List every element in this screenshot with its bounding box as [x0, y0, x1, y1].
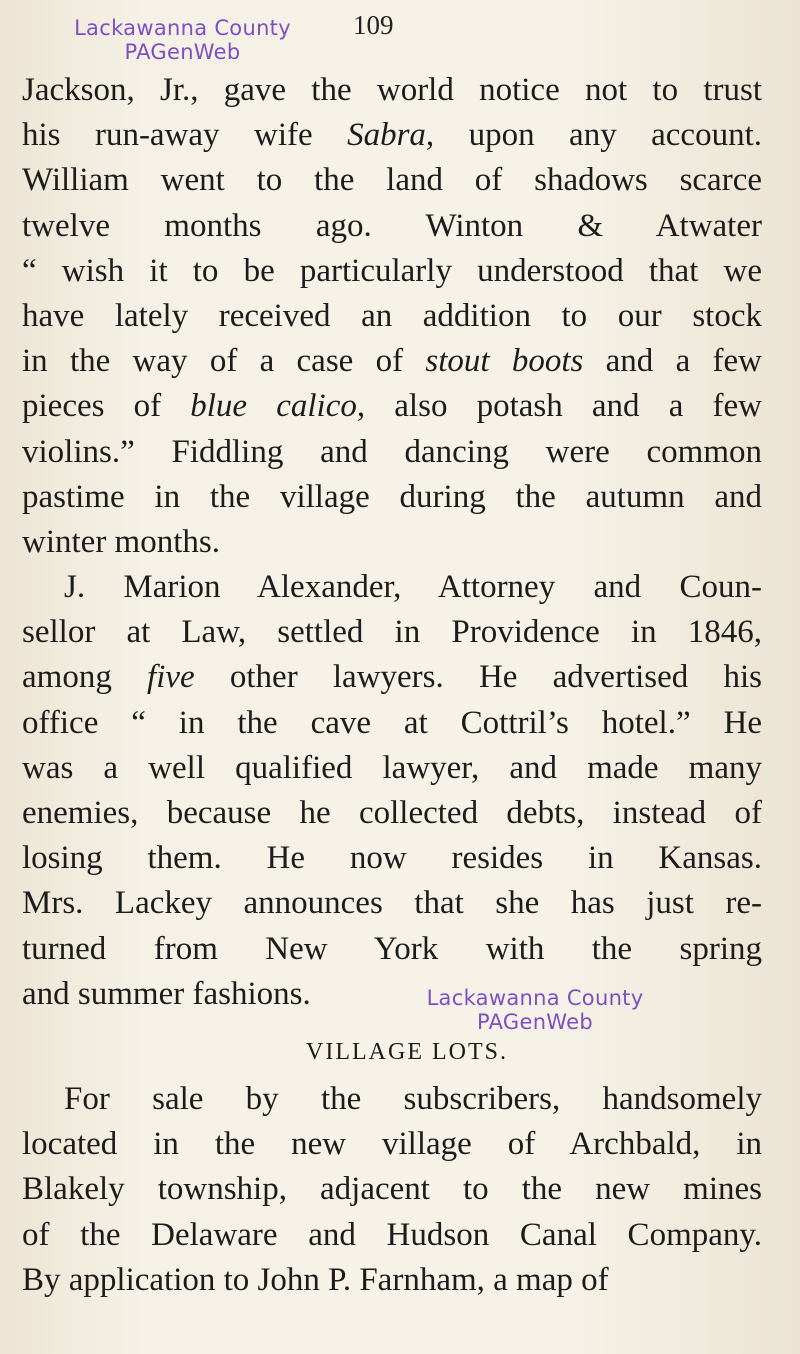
text-run: have lately received an addition to our stock [22, 297, 762, 334]
text-line [22, 68, 762, 113]
text-run: and summer fashions. [22, 975, 311, 1012]
text-run: violins.” Fiddling and dancing were common [22, 433, 762, 470]
paragraph-1 [22, 68, 762, 565]
text-line [22, 881, 762, 926]
text-line [22, 1122, 762, 1167]
text-line [22, 565, 762, 610]
watermark-line: Lackawanna County [426, 986, 644, 1010]
text-run: Mrs. Lackey announces that she has just re- [22, 885, 762, 922]
text-line [22, 610, 762, 655]
italic-text: Sabra [347, 117, 426, 154]
text-run: in the way of a case of [22, 343, 426, 380]
text-run: winter months. [22, 523, 220, 560]
text-run: William went to the land of shadows scarce [22, 162, 762, 199]
text-line [22, 655, 762, 700]
watermark-line: PAGenWeb [476, 1010, 593, 1034]
text-run: “ wish it to be particularly understood that we [22, 252, 762, 289]
text-line [22, 520, 762, 565]
section-heading: VILLAGE LOTS. [306, 1038, 508, 1065]
text-line [22, 384, 762, 429]
paragraph-2 [22, 565, 762, 1017]
italic-text: blue calico [190, 388, 357, 425]
text-line [22, 927, 762, 972]
text-run: enemies, because he collected debts, instead of [22, 795, 762, 831]
text-line [22, 430, 762, 475]
text-line [22, 791, 762, 836]
text-line [22, 158, 762, 203]
watermark-line: PAGenWeb [124, 40, 241, 64]
italic-text: stout boots [425, 343, 584, 380]
text-line [22, 1213, 762, 1258]
text-line [22, 294, 762, 339]
text-line [22, 1258, 762, 1303]
paragraph-3 [22, 1077, 762, 1303]
body-text [22, 68, 762, 1303]
text-run: located in the new village of Archbald, in [22, 1126, 762, 1163]
text-run: office “ in the cave at Cottril’s hotel.” He [22, 704, 762, 741]
watermark-line: Lackawanna County [74, 16, 291, 40]
text-run: twelve months ago. Winton & Atwater [22, 207, 762, 244]
text-line [22, 746, 762, 791]
text-run: among [22, 659, 148, 696]
text-run: turned from New York with the spring [22, 930, 762, 967]
text-run: was a well qualified lawyer, and made many [22, 749, 762, 786]
text-run: pastime in the village during the autumn and [22, 478, 762, 515]
text-run: By application to John P. Farnham, a map of [22, 1261, 609, 1298]
page-number: 109 [353, 10, 394, 40]
text-run: losing them. He now resides in Kansas. [22, 840, 762, 877]
text-line [22, 339, 762, 384]
text-run: other lawyers. He advertised his [194, 659, 762, 696]
text-run: of the Delaware and Hudson Canal Company. [22, 1216, 762, 1253]
watermark-top [50, 16, 315, 64]
text-run: Jackson, Jr., gave the world notice not to trust [22, 72, 762, 108]
text-run: J. Marion Alexander, Attorney and Coun- [64, 569, 762, 606]
text-run: sellor at Law, settled in Providence in 1846, [22, 614, 762, 651]
text-run: and a few [583, 343, 762, 380]
text-line [22, 113, 762, 158]
text-line [22, 836, 762, 881]
text-line [22, 204, 762, 249]
text-line [22, 249, 762, 294]
text-line [22, 1167, 762, 1212]
watermark-bottom [400, 986, 670, 1034]
text-line [22, 1077, 762, 1122]
text-line [22, 701, 762, 746]
text-run: his run-away wife [22, 117, 348, 154]
text-run: , also potash and a few [356, 388, 762, 425]
text-run: , upon any account. [425, 117, 762, 154]
text-run: For sale by the subscribers, handsomely [64, 1080, 762, 1117]
italic-text: five [147, 659, 195, 696]
text-run: Blakely township, adjacent to the new mines [22, 1171, 762, 1208]
text-line [22, 475, 762, 520]
text-run: pieces of [22, 388, 191, 425]
